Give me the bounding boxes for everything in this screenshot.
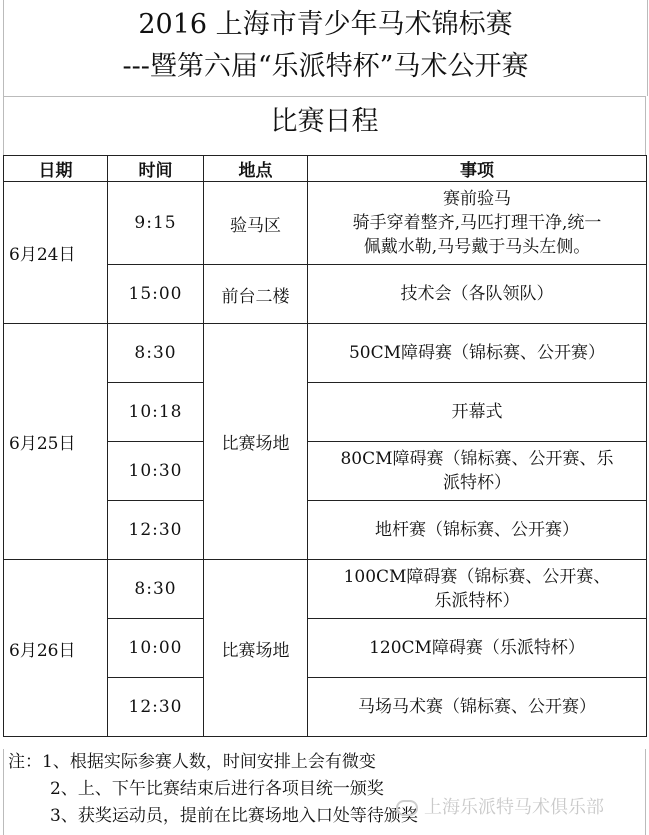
time-cell: 15:00 <box>108 265 204 324</box>
table-row <box>4 560 647 619</box>
note-line: 2、上、下午比赛结束后进行各项目统一颁奖 <box>50 779 384 799</box>
event-title: 2016 上海市青少年马术锦标赛 <box>138 9 513 40</box>
schedule-table <box>3 155 647 737</box>
header-item: 事项 <box>308 156 647 182</box>
time-cell: 9:15 <box>108 182 204 265</box>
place-cell: 验马区 <box>204 182 308 265</box>
header-place: 地点 <box>204 156 308 182</box>
item-line: 赛前验马 <box>443 189 511 209</box>
note-line: 3、获奖运动员，提前在比赛场地入口处等待颁奖 <box>50 806 418 826</box>
item-line: 技术会（各队领队） <box>400 284 554 304</box>
item-cell <box>308 678 647 737</box>
item-line: 马场马术赛（锦标赛、公开赛） <box>358 697 596 717</box>
item-line: 开幕式 <box>451 402 503 422</box>
item-line: 80CM障碍赛（锦标赛、公开赛、乐 <box>340 449 614 469</box>
table-row <box>4 182 647 265</box>
item-cell <box>308 442 647 501</box>
item-cell <box>308 265 647 324</box>
date-cell: 6月26日 <box>4 560 108 737</box>
time-cell: 8:30 <box>108 324 204 383</box>
table-row <box>4 324 647 383</box>
item-line: 派特杯） <box>443 473 511 493</box>
title-block <box>3 0 648 96</box>
time-cell: 10:30 <box>108 442 204 501</box>
item-line: 100CM障碍赛（锦标赛、公开赛、 <box>343 567 611 587</box>
place-cell: 比赛场地 <box>204 560 308 737</box>
place-cell: 比赛场地 <box>204 324 308 560</box>
watermark <box>396 793 604 819</box>
header-date: 日期 <box>4 156 108 182</box>
date-cell: 6月24日 <box>4 182 108 324</box>
watermark-text: 上海乐派特马术俱乐部 <box>424 797 604 818</box>
item-line: 乐派特杯） <box>434 591 520 611</box>
item-line: 佩戴水勒,马号戴于马头左侧。 <box>363 237 591 257</box>
time-cell: 12:30 <box>108 501 204 560</box>
item-line: 120CM障碍赛（乐派特杯） <box>369 638 585 658</box>
spacer-row-2 <box>3 140 646 155</box>
spacer-row <box>3 96 646 103</box>
item-cell <box>308 619 647 678</box>
header-time: 时间 <box>108 156 204 182</box>
notes-block <box>3 749 646 835</box>
item-line: 50CM障碍赛（锦标赛、公开赛） <box>348 343 606 363</box>
schedule-sheet <box>3 0 646 835</box>
item-cell <box>308 182 647 265</box>
table-header-row <box>4 156 647 182</box>
time-cell: 10:00 <box>108 619 204 678</box>
item-cell <box>308 383 647 442</box>
item-cell <box>308 501 647 560</box>
time-cell: 12:30 <box>108 678 204 737</box>
wechat-logo-icon <box>396 800 418 816</box>
time-cell: 10:18 <box>108 383 204 442</box>
event-subtitle-line: ---暨第六届“乐派特杯”马术公开赛 <box>122 51 529 82</box>
schedule-heading: 比赛日程 <box>3 103 646 140</box>
date-cell: 6月25日 <box>4 324 108 560</box>
item-line: 地杆赛（锦标赛、公开赛） <box>375 520 579 540</box>
item-cell <box>308 560 647 619</box>
note-line: 注：1、根据实际参赛人数，时间安排上会有微变 <box>8 752 376 772</box>
item-cell <box>308 324 647 383</box>
time-cell: 8:30 <box>108 560 204 619</box>
place-cell: 前台二楼 <box>204 265 308 324</box>
item-line: 骑手穿着整齐,马匹打理干净,统一 <box>352 213 602 233</box>
